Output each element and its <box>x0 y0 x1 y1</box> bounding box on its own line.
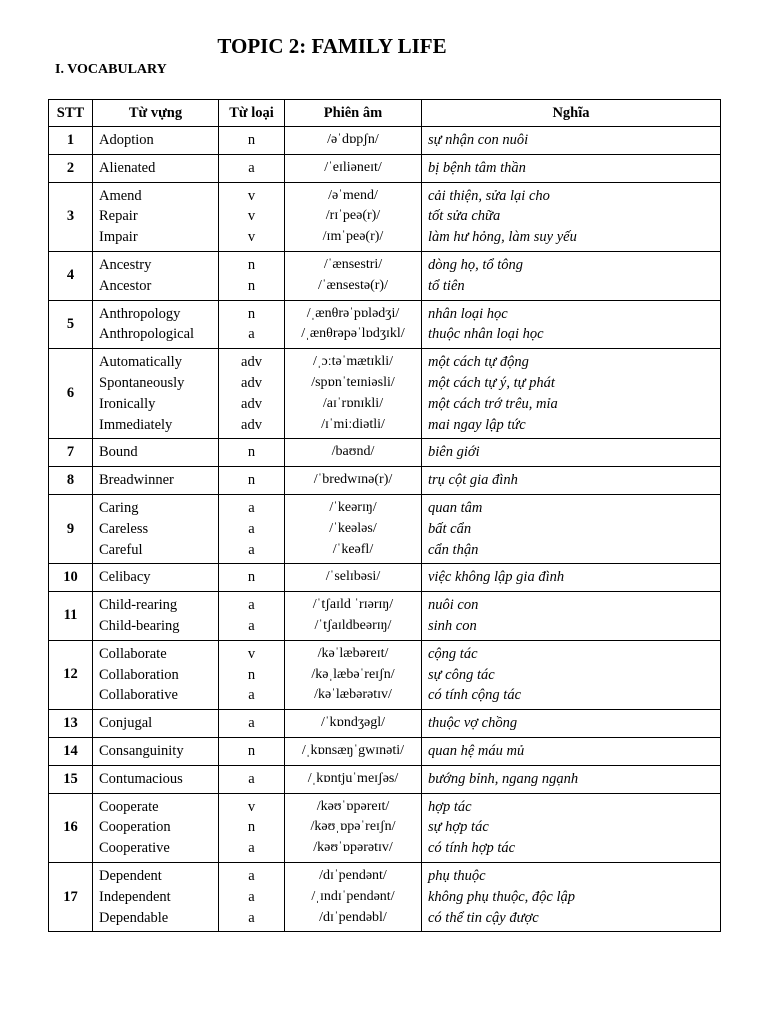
word-line: Caring <box>99 499 139 516</box>
meaning-cell <box>422 793 721 862</box>
word-line: Consanguinity <box>99 742 184 759</box>
pronunciation-cell <box>285 154 422 182</box>
word-line: Dependable <box>99 909 169 926</box>
meaning-cell <box>422 182 721 251</box>
word-line: Ironically <box>99 395 156 412</box>
table-row <box>49 592 721 641</box>
meaning-line: mai ngay lập tức <box>428 416 526 433</box>
word-line: Bound <box>99 444 138 461</box>
word-cell <box>93 737 219 765</box>
pos-line: v <box>247 229 256 246</box>
stt-cell: 9 <box>49 494 93 563</box>
pos-line: v <box>247 208 256 225</box>
ipa-line: /dɪˈpendənt/ <box>319 867 387 883</box>
meaning-cell <box>422 592 721 641</box>
word-line: Cooperation <box>99 819 171 836</box>
word-line: Repair <box>99 208 138 225</box>
ipa-line: /baʊnd/ <box>331 444 375 460</box>
part-of-speech-cell <box>219 793 285 862</box>
meaning-cell <box>422 710 721 738</box>
part-of-speech-cell <box>219 592 285 641</box>
word-cell <box>93 710 219 738</box>
ipa-line: /ˈænsestri/ <box>323 256 383 272</box>
pos-line: adv <box>241 395 262 412</box>
pronunciation-cell <box>285 592 422 641</box>
header-stt: STT <box>49 100 93 127</box>
ipa-line: /ˈænsestə(r)/ <box>318 277 388 293</box>
word-cell <box>93 439 219 467</box>
ipa-line: /ˌɔːtəˈmætɪkli/ <box>312 354 394 370</box>
meaning-cell <box>422 640 721 709</box>
pos-line: n <box>247 569 256 586</box>
stt-cell: 13 <box>49 710 93 738</box>
part-of-speech-cell <box>219 300 285 349</box>
word-line: Impair <box>99 229 138 246</box>
pos-line: n <box>247 277 256 294</box>
pos-line: a <box>248 159 255 176</box>
ipa-line: /ˈbredwɪnə(r)/ <box>313 472 393 488</box>
meaning-line: quan hệ máu mủ <box>428 742 525 759</box>
meaning-line: cẩn thận <box>428 541 479 558</box>
meaning-line: thuộc vợ chồng <box>428 715 518 732</box>
pos-line: a <box>248 520 255 537</box>
ipa-line: /rɪˈpeə(r)/ <box>325 208 381 224</box>
stt-cell: 12 <box>49 640 93 709</box>
stt-cell: 10 <box>49 564 93 592</box>
meaning-line: sự nhận con nuôi <box>428 132 529 148</box>
pos-line: v <box>247 798 256 815</box>
pos-line: a <box>248 687 255 704</box>
part-of-speech-cell <box>219 182 285 251</box>
table-header-row <box>49 100 721 127</box>
table-body <box>49 127 721 932</box>
word-line: Amend <box>99 187 142 204</box>
pronunciation-cell <box>285 127 422 155</box>
word-cell <box>93 640 219 709</box>
table-row <box>49 349 721 439</box>
word-cell <box>93 592 219 641</box>
meaning-cell <box>422 251 721 300</box>
stt-cell: 6 <box>49 349 93 439</box>
part-of-speech-cell <box>219 737 285 765</box>
stt-cell: 14 <box>49 737 93 765</box>
stt-cell: 8 <box>49 467 93 495</box>
meaning-line: phụ thuộc <box>428 867 486 884</box>
pos-line: n <box>247 472 256 489</box>
meaning-cell <box>422 737 721 765</box>
pronunciation-cell <box>285 349 422 439</box>
ipa-line: /ˈtʃaɪldbeərɪŋ/ <box>314 617 392 633</box>
section-heading: I. VOCABULARY <box>55 62 167 77</box>
table-row <box>49 793 721 862</box>
ipa-line: /kəʊˈɒpərətɪv/ <box>313 840 393 856</box>
meaning-line: dòng họ, tổ tông <box>428 256 524 273</box>
word-line: Ancestry <box>99 256 152 273</box>
word-line: Immediately <box>99 416 173 433</box>
word-line: Ancestor <box>99 277 152 294</box>
ipa-line: /ˌɪndɪˈpendənt/ <box>311 888 395 904</box>
pos-line: n <box>247 819 256 836</box>
pronunciation-cell <box>285 300 422 349</box>
stt-cell: 15 <box>49 765 93 793</box>
meaning-cell <box>422 564 721 592</box>
word-line: Careless <box>99 520 149 537</box>
ipa-line: /kəˈlæbəreɪt/ <box>317 645 389 661</box>
ipa-line: /ˌænθrəpəˈlɒdʒɪkl/ <box>301 326 405 342</box>
ipa-line: /əˈmend/ <box>328 187 378 203</box>
meaning-cell <box>422 862 721 931</box>
table-row <box>49 862 721 931</box>
pos-line: a <box>248 840 255 857</box>
meaning-cell <box>422 154 721 182</box>
ipa-line: /ˈkeərɪŋ/ <box>329 499 377 515</box>
word-line: Child-rearing <box>99 597 178 614</box>
pos-line: a <box>248 909 255 926</box>
ipa-line: /əˈdɒpʃn/ <box>327 132 379 147</box>
pronunciation-cell <box>285 710 422 738</box>
pronunciation-cell <box>285 564 422 592</box>
meaning-cell <box>422 300 721 349</box>
part-of-speech-cell <box>219 862 285 931</box>
meaning-line: cộng tác <box>428 645 478 662</box>
meaning-line: tốt sửa chữa <box>428 208 501 225</box>
pronunciation-cell <box>285 862 422 931</box>
meaning-line: một cách tự động <box>428 354 529 371</box>
pronunciation-cell <box>285 640 422 709</box>
word-line: Alienated <box>99 159 156 176</box>
word-cell <box>93 564 219 592</box>
meaning-cell <box>422 349 721 439</box>
word-line: Child-bearing <box>99 617 180 634</box>
pronunciation-cell <box>285 439 422 467</box>
part-of-speech-cell <box>219 154 285 182</box>
table-row <box>49 467 721 495</box>
meaning-line: việc không lập gia đình <box>428 569 565 586</box>
table-row <box>49 494 721 563</box>
meaning-line: cải thiện, sửa lại cho <box>428 187 550 204</box>
word-line: Independent <box>99 888 171 905</box>
meaning-line: làm hư hỏng, làm suy yếu <box>428 229 577 246</box>
pos-line: a <box>248 867 255 884</box>
stt-cell: 3 <box>49 182 93 251</box>
pos-line: a <box>248 715 255 732</box>
word-line: Adoption <box>99 132 154 148</box>
word-cell <box>93 765 219 793</box>
ipa-line: /ˈkeələs/ <box>329 520 377 536</box>
meaning-cell <box>422 765 721 793</box>
stt-cell: 7 <box>49 439 93 467</box>
word-line: Automatically <box>99 354 182 371</box>
word-cell <box>93 154 219 182</box>
pronunciation-cell <box>285 765 422 793</box>
ipa-line: /ˌkɒnsæŋˈgwɪnəti/ <box>301 742 405 758</box>
pronunciation-cell <box>285 467 422 495</box>
meaning-line: sinh con <box>428 617 477 634</box>
header-part-of-speech: Từ loại <box>219 100 285 127</box>
meaning-line: thuộc nhân loại học <box>428 326 544 343</box>
word-cell <box>93 467 219 495</box>
ipa-line: /ˌkɒntjuˈmeɪʃəs/ <box>307 770 399 786</box>
meaning-line: bị bệnh tâm thần <box>428 159 526 176</box>
table-row <box>49 710 721 738</box>
pronunciation-cell <box>285 494 422 563</box>
ipa-line: /kəʊˌɒpəˈreɪʃn/ <box>310 819 396 835</box>
pos-line: n <box>247 256 256 273</box>
meaning-line: nuôi con <box>428 597 479 614</box>
ipa-line: /kəʊˈɒpəreɪt/ <box>316 798 390 814</box>
meaning-line: có thể tin cậy được <box>428 909 539 926</box>
word-line: Anthropology <box>99 305 181 322</box>
pos-line: a <box>248 499 255 516</box>
ipa-line: /ˈkeəfl/ <box>332 541 374 557</box>
meaning-line: một cách tự ý, tự phát <box>428 374 555 391</box>
word-line: Anthropological <box>99 326 195 343</box>
table-row <box>49 737 721 765</box>
meaning-line: sự hợp tác <box>428 819 489 836</box>
pos-line: adv <box>241 416 262 433</box>
word-line: Careful <box>99 541 143 558</box>
table-row <box>49 154 721 182</box>
word-cell <box>93 349 219 439</box>
ipa-line: /ɪˈmiːdiətli/ <box>321 416 385 432</box>
part-of-speech-cell <box>219 564 285 592</box>
pos-line: a <box>248 597 255 614</box>
meaning-cell <box>422 494 721 563</box>
meaning-line: trụ cột gia đình <box>428 472 518 489</box>
stt-cell: 4 <box>49 251 93 300</box>
pos-line: n <box>247 132 256 148</box>
part-of-speech-cell <box>219 439 285 467</box>
table-row <box>49 182 721 251</box>
word-cell <box>93 494 219 563</box>
part-of-speech-cell <box>219 640 285 709</box>
pos-line: adv <box>241 354 262 371</box>
word-line: Conjugal <box>99 715 153 732</box>
table-row <box>49 300 721 349</box>
part-of-speech-cell <box>219 349 285 439</box>
ipa-line: /ˈselɪbəsi/ <box>325 569 381 585</box>
ipa-line: /kəˈlæbərətɪv/ <box>314 687 392 703</box>
word-line: Spontaneously <box>99 374 185 391</box>
pos-line: a <box>248 888 255 905</box>
ipa-line: /dɪˈpendəbl/ <box>319 909 387 925</box>
pos-line: a <box>248 326 255 343</box>
word-line: Dependent <box>99 867 162 884</box>
meaning-line: có tính cộng tác <box>428 687 522 704</box>
ipa-line: /ˌænθrəˈpɒlədʒi/ <box>306 305 400 321</box>
pos-line: v <box>247 645 256 662</box>
meaning-cell <box>422 127 721 155</box>
table-row <box>49 564 721 592</box>
pos-line: adv <box>241 374 262 391</box>
word-cell <box>93 182 219 251</box>
pos-line: n <box>247 742 256 759</box>
pronunciation-cell <box>285 182 422 251</box>
word-cell <box>93 251 219 300</box>
meaning-line: hợp tác <box>428 798 472 815</box>
header-meaning: Nghĩa <box>422 100 721 127</box>
meaning-cell <box>422 439 721 467</box>
pos-line: v <box>247 187 256 204</box>
pos-line: a <box>248 541 255 558</box>
meaning-line: sự công tác <box>428 666 495 683</box>
ipa-line: /ˈtʃaɪld ˈrɪərɪŋ/ <box>312 597 394 613</box>
header-word: Từ vựng <box>93 100 219 127</box>
ipa-line: /spɒnˈteɪniəsli/ <box>311 374 395 390</box>
pos-line: a <box>248 770 255 787</box>
meaning-line: biên giới <box>428 444 480 461</box>
meaning-line: có tính hợp tác <box>428 840 516 857</box>
part-of-speech-cell <box>219 127 285 155</box>
stt-cell: 16 <box>49 793 93 862</box>
pronunciation-cell <box>285 251 422 300</box>
meaning-line: quan tâm <box>428 499 483 516</box>
stt-cell: 11 <box>49 592 93 641</box>
meaning-line: không phụ thuộc, độc lập <box>428 888 575 905</box>
ipa-line: /kəˌlæbəˈreɪʃn/ <box>311 666 395 682</box>
meaning-line: bướng bỉnh, ngang ngạnh <box>428 770 579 787</box>
ipa-line: /ˈkɒndʒəgl/ <box>320 715 386 731</box>
part-of-speech-cell <box>219 251 285 300</box>
vocabulary-table <box>48 99 721 932</box>
part-of-speech-cell <box>219 765 285 793</box>
pos-line: a <box>248 617 255 634</box>
table-row <box>49 127 721 155</box>
word-cell <box>93 300 219 349</box>
table-row <box>49 765 721 793</box>
header-pronunciation: Phiên âm <box>285 100 422 127</box>
word-cell <box>93 862 219 931</box>
word-line: Contumacious <box>99 770 183 787</box>
stt-cell: 2 <box>49 154 93 182</box>
pos-line: n <box>247 666 256 683</box>
ipa-line: /ˈeɪliəneɪt/ <box>324 159 382 175</box>
word-cell <box>93 127 219 155</box>
pos-line: n <box>247 444 256 461</box>
word-line: Cooperative <box>99 840 170 857</box>
table-row <box>49 439 721 467</box>
meaning-line: bất cẩn <box>428 520 472 537</box>
word-line: Cooperate <box>99 798 159 815</box>
meaning-line: một cách trớ trêu, mỉa <box>428 395 558 412</box>
pronunciation-cell <box>285 793 422 862</box>
part-of-speech-cell <box>219 467 285 495</box>
pronunciation-cell <box>285 737 422 765</box>
ipa-line: /aɪˈrɒnɪkli/ <box>322 395 384 411</box>
word-cell <box>93 793 219 862</box>
word-line: Breadwinner <box>99 472 174 489</box>
page-title: TOPIC 2: FAMILY LIFE <box>217 34 447 58</box>
meaning-line: tổ tiên <box>428 277 465 294</box>
table-row <box>49 251 721 300</box>
stt-cell: 5 <box>49 300 93 349</box>
meaning-line: nhân loại học <box>428 305 508 322</box>
word-line: Collaboration <box>99 666 179 683</box>
ipa-line: /ɪmˈpeə(r)/ <box>322 229 384 245</box>
word-line: Collaborative <box>99 687 178 704</box>
part-of-speech-cell <box>219 710 285 738</box>
meaning-cell <box>422 467 721 495</box>
table-row <box>49 640 721 709</box>
word-line: Collaborate <box>99 645 167 662</box>
word-line: Celibacy <box>99 569 151 586</box>
stt-cell: 1 <box>49 127 93 155</box>
part-of-speech-cell <box>219 494 285 563</box>
stt-cell: 17 <box>49 862 93 931</box>
pos-line: n <box>247 305 256 322</box>
